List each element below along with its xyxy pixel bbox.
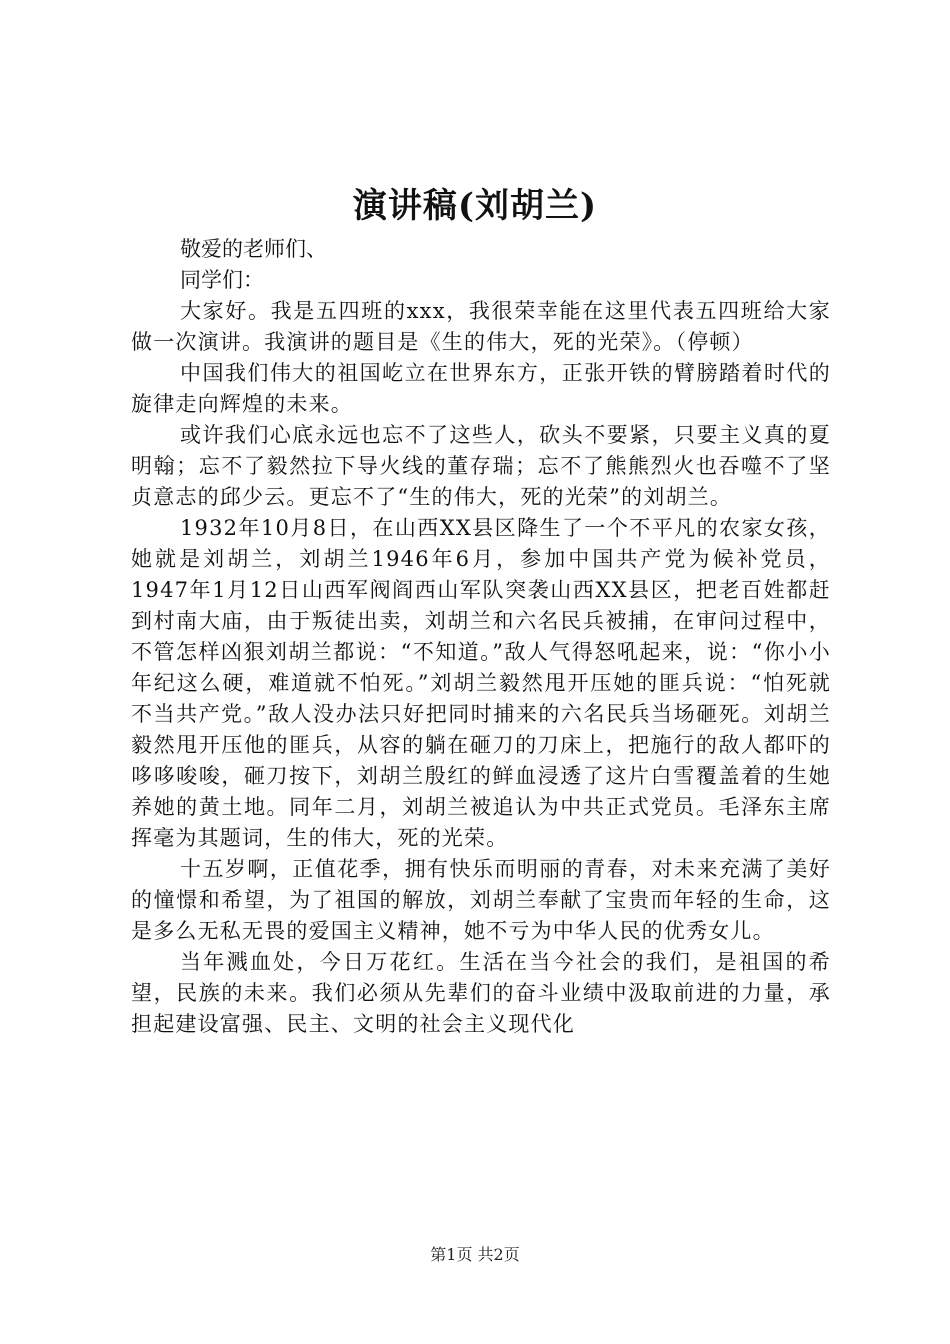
paragraph-today: 当年溅血处，今日万花红。生活在当今社会的我们，是祖国的希望，民族的未来。我们必须从先辈们的奋斗业绩中汲取前进的力量，承担起建设富强、民主、文明的社会主义现代化 [131,950,831,1036]
paragraph-story: 1932年10月8日，在山西XX县区降生了一个不平凡的农家女孩，她就是刘胡兰，刘胡兰1946年6月，参加中国共产党为候补党员，1947年1月12日山西军阀阎西山军队突袭山西XX县区，把老百姓都赶到村南大庙，由于叛徒出卖，刘胡兰和六名民兵被捕，在审问过程中，不管怎样凶狠刘胡兰都说：“不知道。”敌人气得怒吼起来，说：“你小小年纪这么硬，难道就不怕死。”刘胡兰毅然甩开压她的匪兵说：“怕死就不当共产党。”敌人没办法只好把同时捕来的六名民兵当场砸死。刘胡兰毅然甩开压他的匪兵，从容的躺在砸刀的刀床上，把施行的敌人都吓的哆哆唆唆，砸刀按下，刘胡兰殷红的鲜血浸透了这片白雪覆盖着的生她养她的黄土地。同年二月，刘胡兰被追认为中共正式党员。毛泽东主席挥毫为其题词，生的伟大，死的光荣。 [131,516,831,850]
paragraph-motherland: 中国我们伟大的祖国屹立在世界东方，正张开铁的臂膀踏着时代的旋律走向辉煌的未来。 [131,361,831,416]
salutation-line: 同学们： [180,268,264,292]
document-title: 演讲稿(刘胡兰) [352,186,598,226]
salutation-line: 敬爱的老师们、 [180,237,327,261]
document-body [131,234,831,1040]
page-number-footer: 第1页 共2页 [430,1245,520,1264]
paragraph-heroes: 或许我们心底永远也忘不了这些人，砍头不要紧，只要主义真的夏明翰；忘不了毅然拉下导火线的董存瑞；忘不了熊熊烈火也吞噬不了坚贞意志的邱少云。更忘不了“生的伟大，死的光荣”的刘胡兰。 [131,423,831,509]
paragraph-intro: 大家好。我是五四班的xxx，我很荣幸能在这里代表五四班给大家做一次演讲。我演讲的题目是《生的伟大，死的光荣》。（停顿） [131,299,831,354]
paragraph-fifteen: 十五岁啊，正值花季，拥有快乐而明丽的青春，对未来充满了美好的憧憬和希望，为了祖国的解放，刘胡兰奉献了宝贵而年轻的生命，这是多么无私无畏的爱国主义精神，她不亏为中华人民的优秀女儿。 [131,857,831,943]
